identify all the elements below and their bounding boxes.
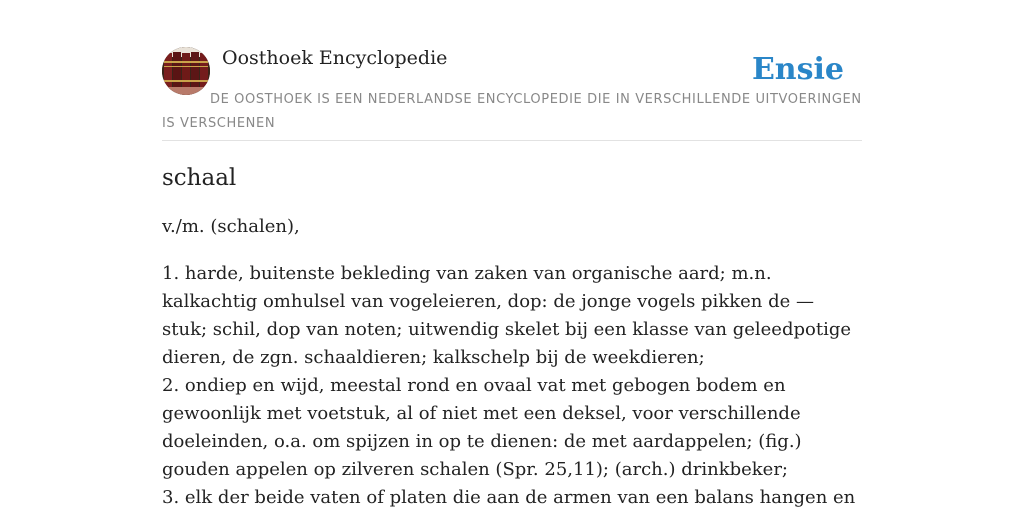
definition-list [162, 260, 862, 512]
definition-2: 2. ondiep en wijd, meestal rond en ovaal vat met gebogen bodem en gewoonlijk met voetstuk, al of niet met een deksel, voor verschillende doeleinden, o.a. om spijzen in op te dienen: de met aardappelen; (fig.) gouden appelen op zilveren schalen (Spr. 25,11); (arch.) drinkbeker; [162, 375, 802, 480]
site-title[interactable]: Oosthoek Encyclopedie [222, 47, 448, 69]
entry-grammar: v./m. (schalen), [162, 216, 300, 237]
brand-logo[interactable]: Ensie [751, 52, 844, 87]
definition-1: 1. harde, buitenste bekleding van zaken van organische aard; m.n. kalkachtig omhulsel van vogeleieren, dop: de jonge vogels pikken de — stuk; schil, dop van noten; uitwendig skelet bij een klasse van geleedpotige dieren, de zgn. schaaldieren; kalkschelp bij de weekdieren; [162, 263, 852, 368]
entry-content [162, 160, 862, 512]
entry-title: schaal [162, 165, 237, 191]
site-header [162, 46, 862, 141]
site-description: DE OOSTHOEK IS EEN NEDERLANDSE ENCYCLOPEDIE DIE IN VERSCHILLENDE UITVOERINGEN IS VERSCHENEN [162, 92, 862, 131]
definition-3: 3. elk der beide vaten of platen die aan de armen van een balans hangen en [162, 487, 856, 508]
